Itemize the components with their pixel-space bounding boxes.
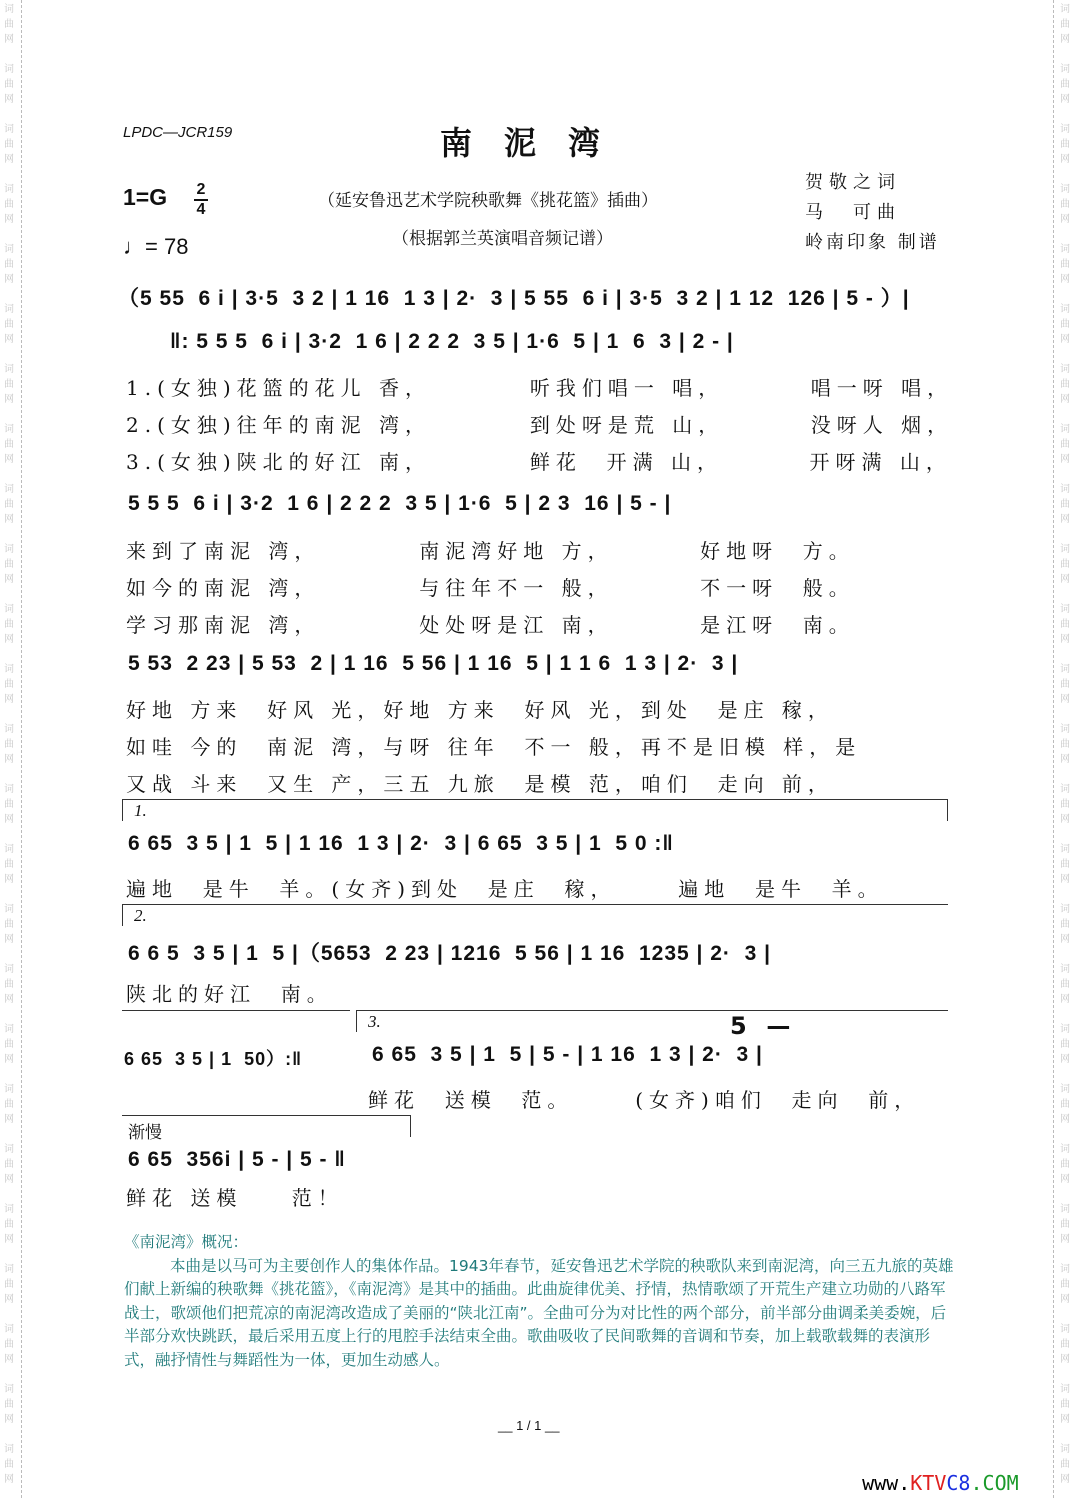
watermark-text: 词 曲 网: [1060, 124, 1070, 165]
watermark-text: 词 曲 网: [4, 904, 14, 945]
volta-1-left-tick: [122, 799, 123, 821]
site-c8: C8: [946, 1471, 971, 1495]
watermark-text: 词 曲 网: [4, 1024, 14, 1065]
row3-lyric-verse2: 如哇 今的 南泥 湾，与呀 往年 不一 般，再不是旧模 样，是: [126, 735, 862, 759]
site-com: .COM: [970, 1471, 1019, 1495]
watermark-text: 词 曲 网: [1060, 904, 1070, 945]
row7-lyric: 鲜花 送模 范！: [126, 1186, 344, 1210]
watermark-text: 词 曲 网: [1060, 784, 1070, 825]
watermark-text: 词 曲 网: [1060, 544, 1070, 585]
time-signature-bottom: 4: [196, 201, 206, 218]
summary-body: 本曲是以马可为主要创作人的集体作品。1943年春节，延安鲁迅艺术学院的秧歌队来到南泥湾，向三五九旅的英雄们献上新编的秧歌舞《挑花篮》，《南泥湾》是其中的插曲。此曲旋律优美、抒情，热情歌颂了开荒生产建立功勋的八路军战士，歌颂他们把荒凉的南泥湾改造成了美丽的“陕北江南”。全曲可分为对比性的两个部分，前半部分曲调柔美委婉，后半部分欢快跳跃，最后采用五度上行的甩腔手法结束全曲。歌曲吸收了民间歌舞的音调和节奏，加上载歌载舞的表演形式，融抒情性与舞蹈性为一体，更加生动感人。: [124, 1256, 954, 1369]
watermark-text: 词 曲 网: [4, 964, 14, 1005]
source-note: （根据郭兰英演唱音频记谱）: [392, 229, 613, 249]
watermark-text: 词 曲 网: [4, 784, 14, 825]
final-bracket-tick: [410, 1115, 411, 1137]
watermark-text: 词 曲 网: [1060, 184, 1070, 225]
watermark-text: 词 曲 网: [4, 544, 14, 585]
row5-lyric: 陕北的好江 南。: [126, 982, 333, 1006]
row2-notation: 5 5 5 6 i | 3·2 1 6 | 2 2 2 3 5 | 1·6 5 | 2 3 16 | 5 - |: [128, 492, 672, 515]
watermark-text: 词 曲 网: [4, 304, 14, 345]
row6-notation: 6 65 3 5 | 1 5 | 5 - | 1 16 1 3 | 2· 3 |: [372, 1043, 763, 1066]
row1-lyric-verse1: 1.(女独)花篮的花儿 香， 听我们唱一 唱， 唱一呀 唱，: [126, 376, 954, 400]
watermark-text: 词 曲 网: [1060, 304, 1070, 345]
watermark-text: 词 曲 网: [4, 4, 14, 45]
watermark-text: 词 曲 网: [4, 64, 14, 105]
watermark-text: 词 曲 网: [4, 1444, 14, 1485]
volta-2-bracket: [122, 904, 948, 905]
arranger-credit: 岭南印象 制谱: [805, 232, 940, 253]
watermark-text: 词 曲 网: [1060, 724, 1070, 765]
volta-2-label: 2.: [134, 906, 147, 925]
row4-lyric: 遍地 是牛 羊。(女齐)到处 是庄 稼， 遍地 是牛 羊。: [126, 877, 884, 901]
volta-1-bracket: [122, 799, 948, 800]
row2-lyric-verse1: 来到了南泥 湾， 南泥湾好地 方， 好地呀 方。: [126, 539, 855, 563]
watermark-text: 词 曲 网: [1060, 1204, 1070, 1245]
time-signature: [194, 182, 208, 218]
volta-2-left-tick: [122, 904, 123, 926]
watermark-text: 词 曲 网: [4, 424, 14, 465]
row2-lyric-verse3: 学习那南泥 湾， 处处呀是江 南， 是江呀 南。: [126, 613, 855, 637]
watermark-text: 词 曲 网: [4, 664, 14, 705]
page-number: __ 1 / 1 __: [498, 1418, 560, 1433]
row6-repeat-notation: 6 65 3 5 | 1 50）:‖: [124, 1049, 303, 1069]
row4-notation: 6 65 3 5 | 1 5 | 1 16 1 3 | 2· 3 | 6 65 3 5 | 1 5 0 :‖: [128, 832, 674, 855]
volta-3-left-tick: [356, 1010, 357, 1032]
site-prefix: www.: [862, 1471, 911, 1495]
watermark-text: 词 曲 网: [4, 1144, 14, 1185]
watermark-text: 词 曲 网: [1060, 1264, 1070, 1305]
watermark-text: 词 曲 网: [4, 1324, 14, 1365]
watermark-text: 词 曲 网: [1060, 604, 1070, 645]
watermark-text: 词 曲 网: [4, 184, 14, 225]
left-watermark-column: [2, 0, 22, 1498]
ritardando-marking: 渐慢: [128, 1123, 162, 1143]
volta-1-right-tick: [947, 799, 948, 821]
watermark-text: 词 曲 网: [4, 244, 14, 285]
summary-heading: 《南泥湾》概况：: [124, 1233, 249, 1251]
final-bracket: [122, 1115, 410, 1116]
right-dashed-border: [1053, 0, 1054, 1498]
watermark-text: 词 曲 网: [4, 844, 14, 885]
row5-notation: 6 6 5 3 5 | 1 5 |（5653 2 23 | 1216 5 56 | 1 16 1235 | 2· 3 |: [128, 942, 771, 965]
row3-notation: 5 53 2 23 | 5 53 2 | 1 16 5 56 | 1 16 5 | 1 1 6 1 3 | 2· 3 |: [128, 652, 739, 675]
watermark-text: 词 曲 网: [4, 1264, 14, 1305]
watermark-text: 词 曲 网: [4, 124, 14, 165]
lyricist-credit: 贺敬之词: [805, 172, 901, 193]
right-watermark-column: [1058, 0, 1074, 1498]
row3-lyric-verse1: 好地 方来 好风 光，好地 方来 好风 光，到处 是庄 稼，: [126, 698, 834, 722]
watermark-text: 词 曲 网: [1060, 964, 1070, 1005]
row1-lyric-verse2: 2.(女独)往年的南泥 湾， 到处呀是荒 山， 没呀人 烟，: [126, 413, 954, 437]
volta-3-label: 3.: [368, 1012, 381, 1031]
watermark-text: 词 曲 网: [1060, 364, 1070, 405]
watermark-text: 词 曲 网: [1060, 64, 1070, 105]
watermark-text: 词 曲 网: [4, 484, 14, 525]
page-title: 南泥湾: [440, 124, 633, 162]
watermark-text: 词 曲 网: [4, 1204, 14, 1245]
intro-notation: （5 55 6 i | 3·5 3 2 | 1 16 1 3 | 2· 3 | 5 55 6 i | 3·5 3 2 | 1 12 126 | 5 - ）|: [118, 287, 910, 310]
composer-credit: 马 可曲: [805, 202, 901, 223]
song-summary: [124, 1231, 954, 1372]
watermark-text: 词 曲 网: [4, 604, 14, 645]
score-code: LPDC—JCR159: [123, 124, 233, 141]
time-signature-top: 2: [196, 181, 206, 198]
watermark-text: 词 曲 网: [4, 1384, 14, 1425]
tempo-marking: ♩= 78: [123, 234, 189, 259]
watermark-text: 词 曲 网: [1060, 844, 1070, 885]
watermark-text: 词 曲 网: [4, 1084, 14, 1125]
volta-1-label: 1.: [134, 801, 147, 820]
watermark-text: 词 曲 网: [4, 724, 14, 765]
site-logo[interactable]: [838, 1447, 1019, 1495]
watermark-text: 词 曲 网: [1060, 4, 1070, 45]
row6-lyric: 鲜花 送模 范。 (女齐)咱们 走向 前，: [368, 1088, 921, 1112]
watermark-text: 词 曲 网: [1060, 1144, 1070, 1185]
row3-lyric-verse3: 又战 斗来 又生 产，三五 九旅 是模 范，咱们 走向 前，: [126, 772, 834, 796]
row1-notation: ‖: 5 5 5 6 i | 3·2 1 6 | 2 2 2 3 5 | 1·6 5 | 1 6 3 | 2 - |: [170, 330, 734, 353]
volta-2-continuation: [122, 1010, 350, 1011]
key-signature: 1=G: [123, 184, 168, 210]
watermark-text: 词 曲 网: [1060, 664, 1070, 705]
watermark-text: 词 曲 网: [1060, 424, 1070, 465]
watermark-text: 词 曲 网: [1060, 1024, 1070, 1065]
row7-notation: 6 65 356i | 5 - | 5 - ‖: [128, 1148, 346, 1171]
subtitle: （延安鲁迅艺术学院秧歌舞《挑花篮》插曲）: [318, 191, 658, 211]
watermark-text: 词 曲 网: [1060, 1384, 1070, 1425]
watermark-text: 词 曲 网: [4, 364, 14, 405]
watermark-text: 词 曲 网: [1060, 484, 1070, 525]
ossia-notation: 5 —: [730, 1012, 792, 1040]
watermark-text: 词 曲 网: [1060, 1084, 1070, 1125]
volta-3-bracket: [356, 1010, 948, 1011]
row1-lyric-verse3: 3.(女独)陕北的好江 南， 鲜花 开满 山， 开呀满 山，: [126, 450, 952, 474]
watermark-text: 词 曲 网: [1060, 1444, 1070, 1485]
watermark-text: 词 曲 网: [1060, 1324, 1070, 1365]
watermark-text: 词 曲 网: [1060, 244, 1070, 285]
row2-lyric-verse2: 如今的南泥 湾， 与往年不一 般， 不一呀 般。: [126, 576, 855, 600]
site-ktv: KTV: [910, 1471, 947, 1495]
